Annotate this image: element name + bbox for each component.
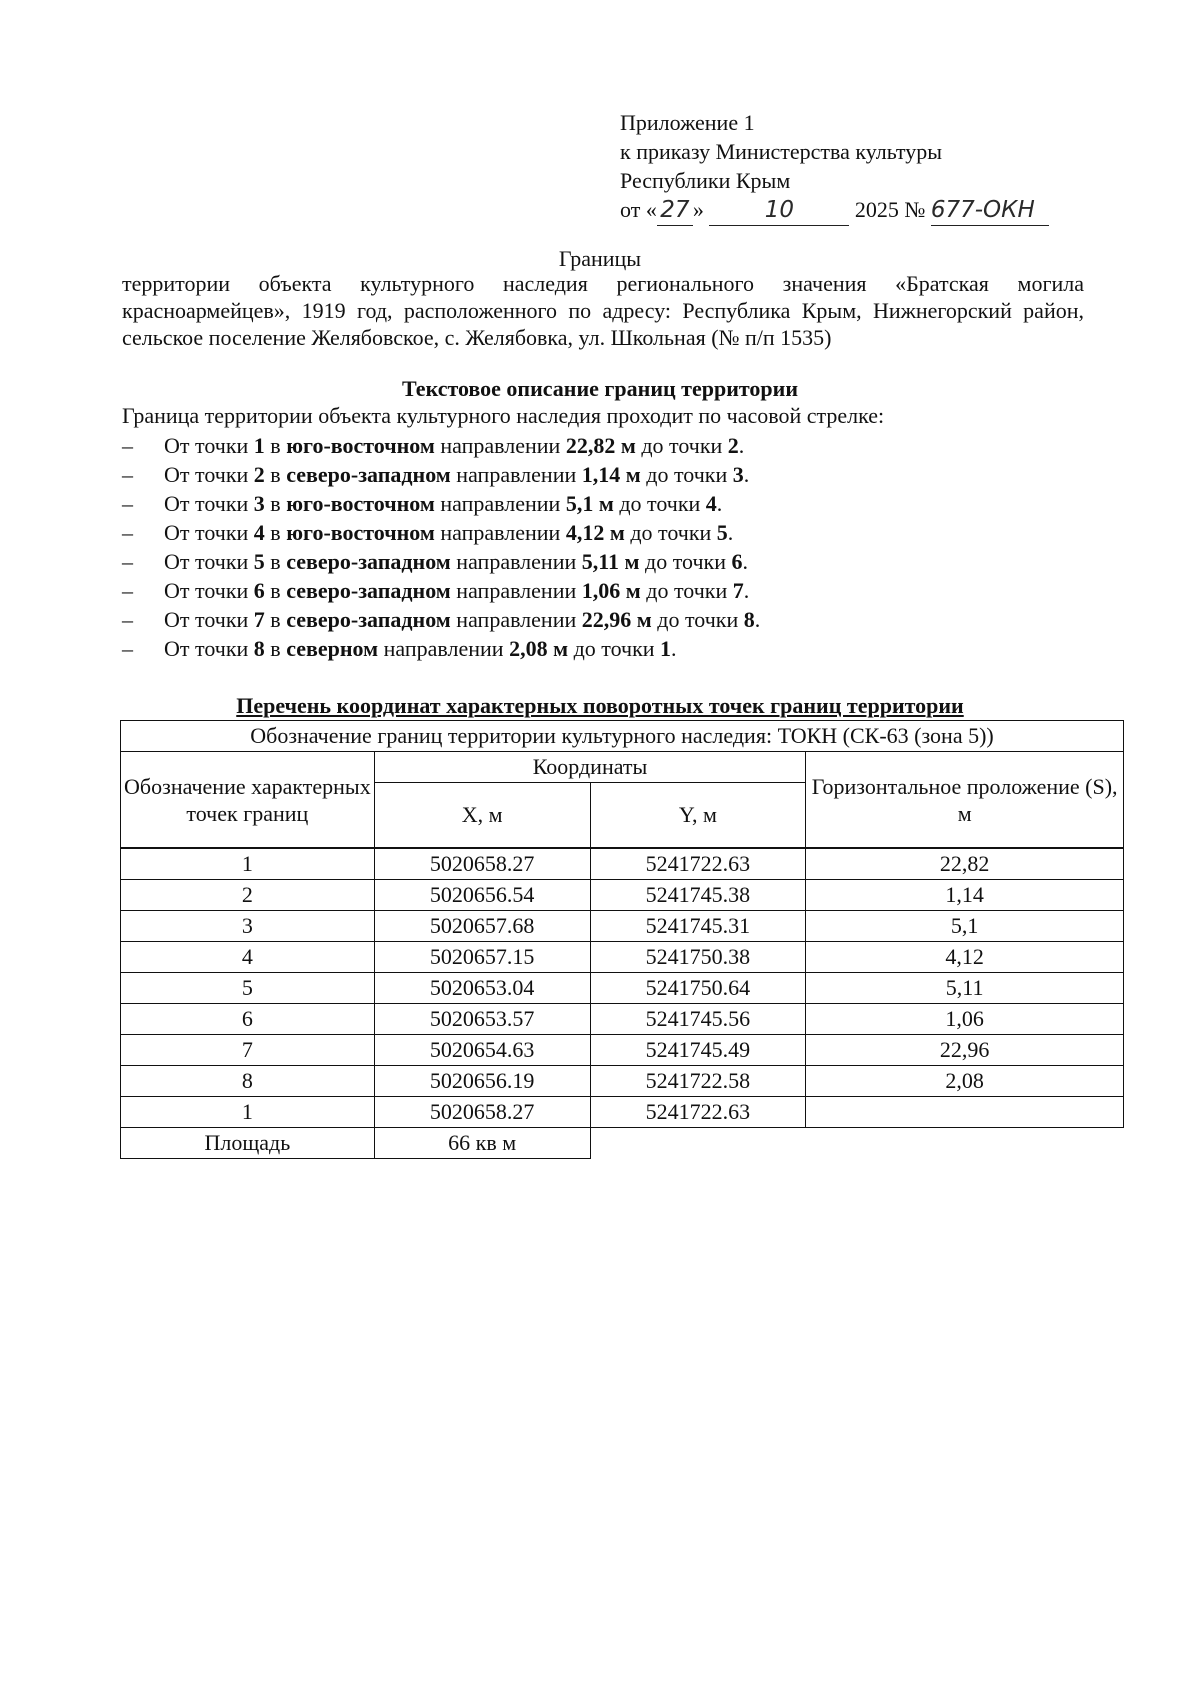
republic-name: Республики Крым (620, 168, 791, 193)
cell-x: 5020654.63 (374, 1035, 590, 1066)
step-direction: юго-восточном (286, 433, 435, 458)
table-row (121, 911, 1124, 942)
object-description: территории объекта культурного наследия регионального значения «Братская могила красноармейцев», 1919 год, расположенного по адресу: Республика Крым, Нижнегорский район, сельское поселение Желябовское, с. Желябовка, ул. Школьная (№ п/п 1535) (122, 271, 1084, 350)
table-row (121, 880, 1124, 911)
step-direction: юго-восточном (286, 491, 435, 516)
step-distance: 1,14 м (581, 462, 641, 487)
cell-x: 5020657.15 (374, 942, 590, 973)
cell-y: 5241750.64 (590, 973, 806, 1004)
step-to: 8 (743, 607, 755, 632)
order-reference: к приказу Министерства культуры (620, 139, 943, 164)
dash-marker: – (122, 462, 133, 487)
step-from: 8 (253, 636, 265, 661)
step-from: 1 (253, 433, 265, 458)
document-title: Границы (558, 246, 642, 271)
step-direction: северо-западном (286, 607, 451, 632)
boundary-step: – От точки 3 в юго-восточном направлении 5,1 м до точки 4. (122, 491, 723, 516)
step-from: 4 (253, 520, 265, 545)
cell-s: 2,08 (806, 1066, 1124, 1097)
cell-s: 1,14 (806, 880, 1124, 911)
step-direction: северо-западном (286, 462, 451, 487)
boundary-step: – От точки 5 в северо-западном направлении 5,11 м до точки 6. (122, 549, 749, 574)
boundary-step: – От точки 1 в юго-восточном направлении 22,82 м до точки 2. (122, 433, 745, 458)
step-from: 6 (253, 578, 265, 603)
date-prefix: от « (620, 197, 657, 222)
step-direction: юго-восточном (286, 520, 435, 545)
table-row (121, 1035, 1124, 1066)
area-label: Площадь (121, 1128, 375, 1159)
boundary-step: – От точки 6 в северо-западном направлении 1,06 м до точки 7. (122, 578, 750, 603)
cell-point: 5 (121, 973, 375, 1004)
cell-point: 1 (121, 848, 375, 880)
table-row (121, 848, 1124, 880)
step-from: 3 (253, 491, 265, 516)
header-y: Y, м (590, 783, 806, 849)
cell-x: 5020658.27 (374, 1097, 590, 1128)
appendix-header (620, 108, 1049, 226)
cell-point: 7 (121, 1035, 375, 1066)
step-distance: 5,11 м (581, 549, 640, 574)
handwritten-order-number: 677-ОКН (931, 196, 1049, 226)
step-to: 4 (705, 491, 717, 516)
dash-marker: – (122, 491, 133, 516)
step-direction: северо-западном (286, 578, 451, 603)
cell-x: 5020657.68 (374, 911, 590, 942)
header-x: X, м (374, 783, 590, 849)
dash-marker: – (122, 549, 133, 574)
header-point-designation: Обозначение характерных точек границ (121, 752, 375, 849)
cell-y: 5241750.38 (590, 942, 806, 973)
order-date-line (620, 195, 1049, 226)
boundary-step: – От точки 4 в юго-восточном направлении 4,12 м до точки 5. (122, 520, 734, 545)
cell-y: 5241745.38 (590, 880, 806, 911)
step-distance: 4,12 м (565, 520, 625, 545)
cell-point: 4 (121, 942, 375, 973)
table-row (121, 973, 1124, 1004)
cell-x: 5020656.54 (374, 880, 590, 911)
cell-y: 5241722.63 (590, 848, 806, 880)
cell-x: 5020656.19 (374, 1066, 590, 1097)
dash-marker: – (122, 433, 133, 458)
step-to: 1 (660, 636, 672, 661)
step-from: 5 (253, 549, 265, 574)
step-distance: 5,1 м (565, 491, 614, 516)
cell-s: 22,96 (806, 1035, 1124, 1066)
table-row (121, 1097, 1124, 1128)
cell-s (806, 1097, 1124, 1128)
step-direction: северо-западном (286, 549, 451, 574)
table-row (121, 1004, 1124, 1035)
step-distance: 1,06 м (581, 578, 641, 603)
cell-s: 5,1 (806, 911, 1124, 942)
boundary-steps-list (122, 431, 760, 663)
cell-y: 5241745.56 (590, 1004, 806, 1035)
step-from: 2 (253, 462, 265, 487)
cell-y: 5241745.49 (590, 1035, 806, 1066)
area-value: 66 кв м (374, 1128, 590, 1159)
cell-y: 5241745.31 (590, 911, 806, 942)
dash-marker: – (122, 520, 133, 545)
cell-s: 5,11 (806, 973, 1124, 1004)
boundary-description-title: Текстовое описание границ территории (401, 376, 799, 401)
appendix-number: Приложение 1 (620, 110, 755, 135)
cell-point: 6 (121, 1004, 375, 1035)
cell-x: 5020658.27 (374, 848, 590, 880)
step-direction: северном (286, 636, 379, 661)
table-row (121, 942, 1124, 973)
header-coordinates: Координаты (374, 752, 806, 783)
cell-point: 8 (121, 1066, 375, 1097)
cell-s: 22,82 (806, 848, 1124, 880)
coordinates-table (120, 720, 1124, 1159)
step-to: 7 (732, 578, 744, 603)
cell-s: 4,12 (806, 942, 1124, 973)
boundary-step: – От точки 7 в северо-западном направлении 22,96 м до точки 8. (122, 607, 761, 632)
step-to: 5 (716, 520, 728, 545)
date-quote: » (692, 197, 704, 222)
dash-marker: – (122, 636, 133, 661)
cell-x: 5020653.57 (374, 1004, 590, 1035)
cell-y: 5241722.58 (590, 1066, 806, 1097)
cell-point: 2 (121, 880, 375, 911)
boundary-step: – От точки 2 в северо-западном направлении 1,14 м до точки 3. (122, 462, 750, 487)
table-caption: Обозначение границ территории культурного наследия: ТОКН (СК-63 (зона 5)) (121, 721, 1124, 752)
step-to: 6 (731, 549, 743, 574)
boundary-step: – От точки 8 в северном направлении 2,08 м до точки 1. (122, 636, 677, 661)
handwritten-day: 27 (657, 196, 693, 226)
cell-point: 1 (121, 1097, 375, 1128)
cell-x: 5020653.04 (374, 973, 590, 1004)
coordinates-table-title: Перечень координат характерных поворотных точек границ территории (236, 693, 964, 718)
header-horizontal-distance: Горизонтальное проложение (S), м (806, 752, 1124, 849)
step-distance: 2,08 м (509, 636, 569, 661)
cell-point: 3 (121, 911, 375, 942)
step-distance: 22,82 м (565, 433, 636, 458)
order-year: 2025 № (854, 197, 926, 222)
step-from: 7 (253, 607, 265, 632)
step-to: 2 (727, 433, 739, 458)
handwritten-month: 10 (709, 196, 849, 226)
table-row (121, 1066, 1124, 1097)
dash-marker: – (122, 578, 133, 603)
step-distance: 22,96 м (581, 607, 652, 632)
boundary-lead-text: Граница территории объекта культурного наследия проходит по часовой стрелке: (122, 403, 885, 428)
step-to: 3 (732, 462, 744, 487)
cell-y: 5241722.63 (590, 1097, 806, 1128)
cell-s: 1,06 (806, 1004, 1124, 1035)
dash-marker: – (122, 607, 133, 632)
